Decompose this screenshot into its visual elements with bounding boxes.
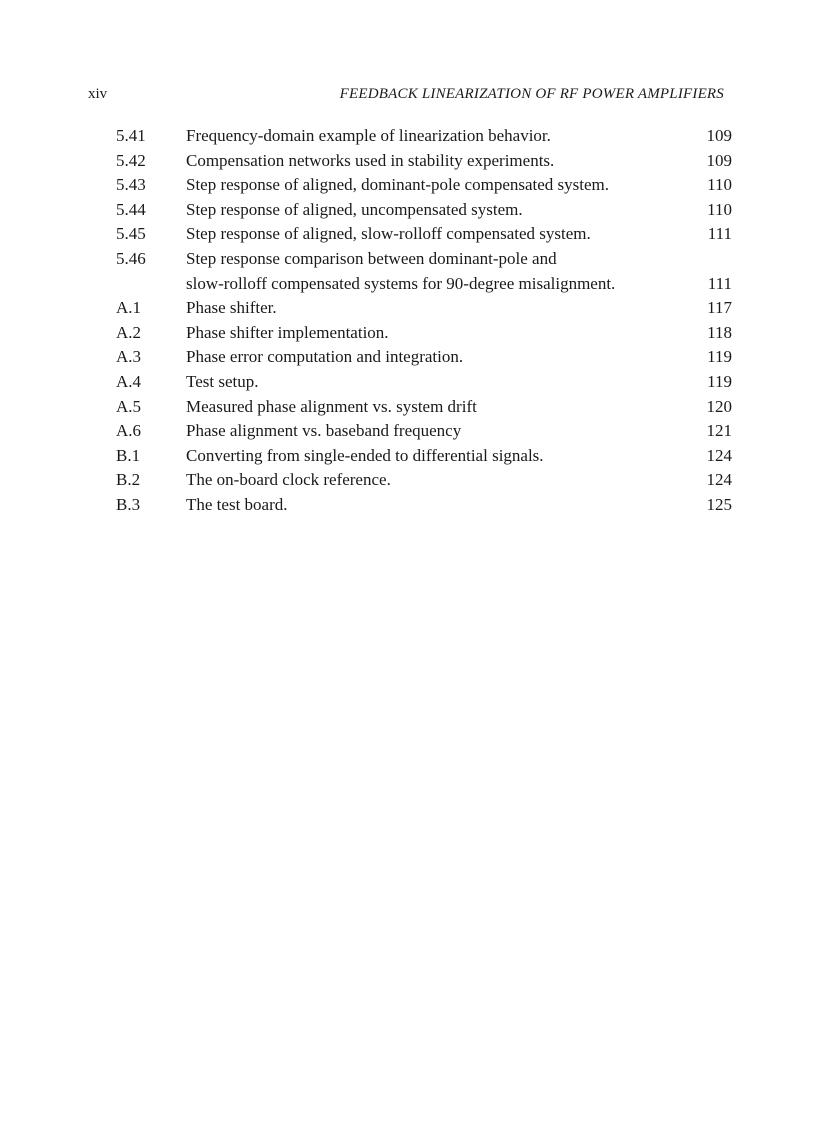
figure-page: 125 bbox=[706, 494, 732, 514]
figure-title: Step response of aligned, uncompensated system. bbox=[186, 199, 523, 219]
figure-page: 119 bbox=[707, 347, 732, 367]
figure-entry bbox=[116, 370, 732, 395]
figure-number: A.6 bbox=[116, 421, 142, 441]
figure-page: 119 bbox=[707, 371, 732, 391]
figure-entry bbox=[116, 296, 732, 321]
figure-page: 111 bbox=[707, 224, 732, 244]
figure-title: Phase shifter. bbox=[186, 298, 277, 318]
figure-number: A.5 bbox=[116, 396, 142, 416]
figure-page: 121 bbox=[706, 421, 732, 441]
book-title: FEEDBACK LINEARIZATION OF RF POWER AMPLIFIERS bbox=[339, 86, 724, 102]
figure-page: 110 bbox=[707, 175, 732, 195]
figure-number: 5.42 bbox=[116, 150, 146, 170]
figure-title bbox=[186, 247, 702, 296]
figure-title: Step response of aligned, slow-rolloff compensated system. bbox=[186, 224, 591, 244]
figure-title: Compensation networks used in stability experiments. bbox=[186, 150, 555, 170]
figure-number: 5.44 bbox=[116, 199, 146, 219]
figure-title: Phase alignment vs. baseband frequency bbox=[186, 421, 462, 441]
figure-entry bbox=[116, 468, 732, 493]
figure-number: 5.41 bbox=[116, 126, 146, 145]
figure-entry bbox=[116, 493, 732, 518]
figure-page bbox=[702, 247, 732, 296]
figure-title: Converting from single-ended to differential signals. bbox=[186, 445, 544, 465]
figure-title-line: slow-rolloff compensated systems for 90-degree misalignment. bbox=[186, 273, 616, 293]
figure-page: 110 bbox=[707, 199, 732, 219]
figure-entry bbox=[116, 149, 732, 174]
page-number: xiv bbox=[88, 86, 108, 102]
figure-title-line: Step response comparison between dominant-pole and bbox=[186, 248, 557, 268]
figure-page: 109 bbox=[706, 126, 732, 145]
figure-entry bbox=[116, 444, 732, 469]
figure-page: 109 bbox=[706, 150, 732, 170]
figure-entry bbox=[116, 345, 732, 370]
figure-page: 117 bbox=[707, 298, 732, 318]
figure-page: 124 bbox=[706, 470, 732, 490]
figure-title: Phase shifter implementation. bbox=[186, 322, 389, 342]
figure-entry bbox=[116, 395, 732, 420]
figure-entry bbox=[116, 222, 732, 247]
figure-title: The test board. bbox=[186, 494, 288, 514]
figure-title: Step response of aligned, dominant-pole compensated system. bbox=[186, 175, 610, 195]
figure-number: A.1 bbox=[116, 298, 142, 318]
figure-entry bbox=[116, 124, 732, 149]
figure-title: Test setup. bbox=[186, 371, 259, 391]
figure-entry bbox=[116, 321, 732, 346]
figure-page: 118 bbox=[707, 322, 732, 342]
figure-entry bbox=[116, 173, 732, 198]
figure-entry bbox=[116, 419, 732, 444]
figure-number: 5.43 bbox=[116, 175, 146, 195]
figure-title: Frequency-domain example of linearization behavior. bbox=[186, 126, 551, 145]
figure-title: The on-board clock reference. bbox=[186, 470, 391, 490]
figure-number: 5.46 bbox=[116, 248, 146, 268]
figure-title: Measured phase alignment vs. system drift bbox=[186, 396, 477, 416]
figure-number: 5.45 bbox=[116, 224, 146, 244]
figure-number: A.3 bbox=[116, 347, 142, 367]
figure-number: A.4 bbox=[116, 371, 142, 391]
figure-page: 124 bbox=[706, 445, 732, 465]
figure-number: B.2 bbox=[116, 470, 141, 490]
running-head bbox=[88, 86, 728, 108]
figure-entry bbox=[116, 247, 732, 296]
figure-title: Phase error computation and integration. bbox=[186, 347, 464, 367]
figure-number: B.3 bbox=[116, 494, 141, 514]
figure-page-value: 111 bbox=[707, 273, 732, 293]
figure-number: B.1 bbox=[116, 445, 141, 465]
figure-number: A.2 bbox=[116, 322, 142, 342]
list-of-figures bbox=[116, 124, 732, 518]
figure-page: 120 bbox=[706, 396, 732, 416]
figure-entry bbox=[116, 198, 732, 223]
